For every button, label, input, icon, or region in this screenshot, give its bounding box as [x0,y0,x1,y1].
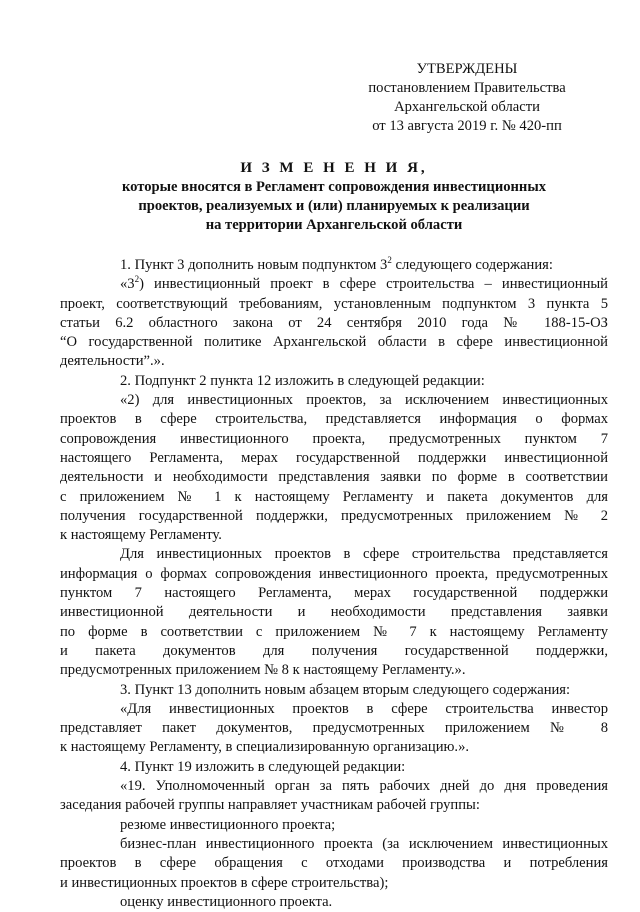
paragraph-item-4 [60,758,608,777]
quote-4-line-2: заседания рабочей группы направляет участникам рабочей группы: [60,797,480,814]
item-1-text: 1. Пункт 3 дополнить новым подпунктом 3 [120,257,388,273]
paragraph-construction [60,545,608,680]
quote-1-line-5: деятельности”.». [60,353,165,370]
item-1-superscript: 2 [387,255,392,266]
quote-4-line-1: «19. Уполномоченный орган за пять рабочих дней до дня проведения [120,778,608,795]
paragraph-item-3 [60,681,608,700]
paragraph-business-plan [60,835,608,893]
resume-text: резюме инвестиционного проекта; [120,816,336,833]
approval-stamp [352,60,582,136]
quote-2-line-7: получения государственной поддержки, предусмотренных приложением № 2 [60,507,608,524]
business-plan-line-1: бизнес-план инвестиционного проекта (за исключением инвестиционных [120,835,608,852]
paragraph-item-2 [60,372,608,391]
approval-line-4: от 13 августа 2019 г. № 420-пп [372,118,562,134]
paragraph-assessment [60,893,608,912]
quote-2-line-1: «2) для инвестиционных проектов, за исключением инвестиционных [120,392,608,409]
quote-1-line-2: проект, соответствующий требованиям, установленным подпунктом 3 пункта 5 [60,295,608,312]
paragraph-quote-2 [60,391,608,545]
document-body [60,256,608,912]
approval-line-1: УТВЕРЖДЕНЫ [416,61,518,77]
construction-line-5: по форме в соответствии с приложением № 7 к настоящему Регламенту [60,623,608,640]
construction-line-4: инвестиционной деятельности и необходимости представления заявки [60,604,608,621]
quote-1-superscript: 2 [134,274,140,285]
title-line-3: на территории Архангельской области [205,217,463,233]
item-1-tail: следующего содержания: [391,257,553,273]
quote-1-line-4: “О государственной политике Архангельской области в сфере инвестиционной [60,334,608,351]
title-line-2: проектов, реализуемых и (или) планируемых к реализации [138,198,530,214]
title-heading: И З М Е Н Е Н И Я, [240,160,428,176]
quote-2-line-2: проектов в сфере строительства, представляется информация о формах [60,411,608,428]
paragraph-item-1 [60,256,608,275]
quote-2-line-5: деятельности и необходимости представления заявки по форме в соответствии [60,469,608,486]
paragraph-quote-4 [60,777,608,816]
paragraph-quote-3 [60,700,608,758]
construction-line-1: Для инвестиционных проектов в сфере строительства представляется [120,546,608,563]
document-title [60,158,608,235]
construction-line-3: пунктом 7 настоящего Регламента, мерах государственной поддержки [60,585,608,602]
quote-2-line-8: к настоящему Регламенту. [60,527,222,544]
assessment-text: оценку инвестиционного проекта. [120,893,333,910]
construction-line-7: предусмотренных приложением № 8 к настоящему Регламенту.». [60,662,466,679]
quote-1-line-3: статьи 6.2 областного закона от 24 сентября 2010 года № 188-15-ОЗ [60,314,608,331]
quote-2-line-4: настоящего Регламента, мерах государственной поддержки инвестиционной [60,449,608,466]
approval-line-3: Архангельской области [394,99,540,115]
quote-1-text: ) инвестиционный проект в сфере строительства – инвестиционный [139,276,608,293]
quote-1-open: «3 [120,276,135,293]
quote-2-line-6: с приложением № 1 к настоящему Регламенту и пакета документов для [60,488,608,505]
quote-3-line-2: представляет пакет документов, предусмотренных приложением № 8 [60,720,608,737]
quote-3-line-1: «Для инвестиционных проектов в сфере строительства инвестор [120,700,608,717]
item-2-text: 2. Подпункт 2 пункта 12 изложить в следующей редакции: [120,372,485,389]
paragraph-resume [60,816,608,835]
item-4-text: 4. Пункт 19 изложить в следующей редакции: [120,758,406,775]
title-line-1: которые вносятся в Регламент сопровождения инвестиционных [121,179,547,195]
item-3-text: 3. Пункт 13 дополнить новым абзацем вторым следующего содержания: [120,681,571,698]
business-plan-line-2: проектов в сфере обращения с отходами производства и потребления [60,855,608,872]
quote-3-line-3: к настоящему Регламенту, в специализированную организацию.». [60,739,470,756]
approval-line-2: постановлением Правительства [368,80,566,96]
construction-line-2: информация о формах сопровождения инвестиционного проекта, предусмотренных [60,565,608,582]
business-plan-line-3: и инвестиционных проектов в сфере строительства); [60,874,389,891]
paragraph-quote-1 [60,275,608,371]
quote-2-line-3: сопровождения инвестиционного проекта, предусмотренных пунктом 7 [60,430,608,447]
construction-line-6: и пакета документов для получения государственной поддержки, [60,642,608,659]
